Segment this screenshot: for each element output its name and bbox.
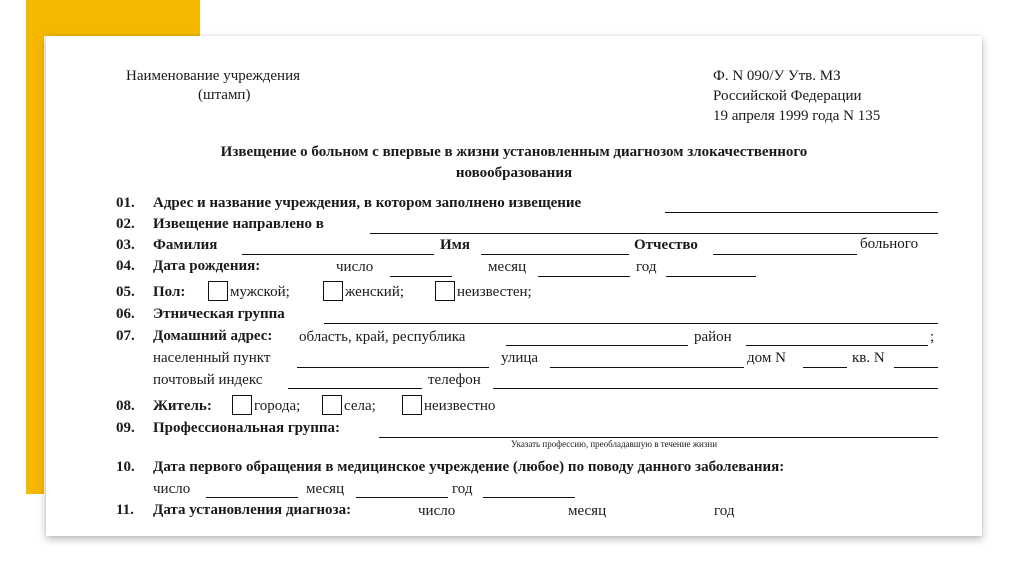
resident-unknown-checkbox[interactable] bbox=[402, 395, 422, 415]
form-date: 19 апреля 1999 года N 135 bbox=[713, 108, 881, 124]
sex-female-label: женский; bbox=[345, 284, 405, 300]
accent-bar-foot bbox=[26, 480, 44, 494]
first-visit-month-field[interactable] bbox=[356, 497, 448, 498]
name-field[interactable] bbox=[481, 254, 629, 255]
institution-name-label: Наименование учреждения bbox=[126, 68, 301, 84]
birth-day-label: число bbox=[336, 259, 374, 275]
patronymic-label: Отчество bbox=[634, 237, 698, 253]
first-visit-year-label: год bbox=[452, 481, 473, 497]
accent-bar-side bbox=[26, 0, 44, 480]
apartment-field[interactable] bbox=[894, 367, 938, 368]
settlement-field[interactable] bbox=[297, 367, 489, 368]
document-title-line2: новообразования bbox=[455, 165, 573, 181]
diagnosis-date-label: Дата установления диагноза: bbox=[153, 502, 352, 518]
home-address-label: Домашний адрес: bbox=[153, 328, 273, 344]
first-visit-day-label: число bbox=[153, 481, 191, 497]
street-field[interactable] bbox=[550, 367, 744, 368]
row-number-05: 05. bbox=[116, 284, 135, 300]
diagnosis-month-label: месяц bbox=[568, 503, 607, 519]
sex-male-label: мужской; bbox=[230, 284, 290, 300]
patient-label: больного bbox=[860, 236, 919, 252]
resident-village-checkbox[interactable] bbox=[322, 395, 342, 415]
birth-date-label: Дата рождения: bbox=[153, 258, 261, 274]
house-label: дом N bbox=[747, 350, 786, 366]
sex-unknown-checkbox[interactable] bbox=[435, 281, 455, 301]
diagnosis-year-label: год bbox=[714, 503, 735, 519]
birth-year-field[interactable] bbox=[666, 276, 756, 277]
sent-to-label: Извещение направлено в bbox=[153, 216, 324, 232]
resident-village-label: села; bbox=[344, 398, 376, 414]
surname-label: Фамилия bbox=[153, 237, 218, 253]
apartment-label: кв. N bbox=[852, 350, 885, 366]
birth-month-field[interactable] bbox=[538, 276, 630, 277]
house-field[interactable] bbox=[803, 367, 847, 368]
accent-bar-top bbox=[26, 0, 200, 36]
professional-group-field[interactable] bbox=[379, 437, 938, 438]
profession-hint: Указать профессию, преобладавшую в течение жизни bbox=[511, 439, 718, 449]
resident-city-checkbox[interactable] bbox=[232, 395, 252, 415]
birth-year-label: год bbox=[636, 259, 657, 275]
form-authority: Российской Федерации bbox=[713, 88, 862, 104]
row-number-01: 01. bbox=[116, 195, 135, 211]
sex-male-checkbox[interactable] bbox=[208, 281, 228, 301]
diagnosis-day-label: число bbox=[418, 503, 456, 519]
form-sheet bbox=[46, 36, 982, 536]
first-visit-date-label: Дата первого обращения в медицинское учреждение (любое) по поводу данного заболевания: bbox=[153, 459, 785, 475]
district-semicolon: ; bbox=[930, 329, 935, 345]
sent-to-field[interactable] bbox=[370, 233, 938, 234]
row-number-11: 11. bbox=[116, 502, 134, 518]
birth-day-field[interactable] bbox=[390, 276, 452, 277]
row-number-04: 04. bbox=[116, 258, 135, 274]
row-number-10: 10. bbox=[116, 459, 135, 475]
first-visit-year-field[interactable] bbox=[483, 497, 575, 498]
ethnic-group-label: Этническая группа bbox=[153, 306, 285, 322]
patronymic-field[interactable] bbox=[713, 254, 857, 255]
ethnic-group-field[interactable] bbox=[324, 323, 938, 324]
region-field[interactable] bbox=[506, 345, 688, 346]
postcode-field[interactable] bbox=[288, 388, 422, 389]
settlement-label: населенный пункт bbox=[153, 350, 271, 366]
row-number-07: 07. bbox=[116, 328, 135, 344]
street-label: улица bbox=[501, 350, 539, 366]
sex-label: Пол: bbox=[153, 284, 186, 300]
institution-address-label: Адрес и название учреждения, в котором заполнено извещение bbox=[153, 195, 582, 211]
postcode-label: почтовый индекс bbox=[153, 372, 263, 388]
professional-group-label: Профессиональная группа: bbox=[153, 420, 341, 436]
resident-city-label: города; bbox=[254, 398, 301, 414]
institution-address-field[interactable] bbox=[665, 212, 938, 213]
resident-unknown-label: неизвестно bbox=[424, 398, 496, 414]
phone-label: телефон bbox=[428, 372, 481, 388]
first-visit-day-field[interactable] bbox=[206, 497, 298, 498]
first-visit-month-label: месяц bbox=[306, 481, 345, 497]
sex-female-checkbox[interactable] bbox=[323, 281, 343, 301]
row-number-03: 03. bbox=[116, 237, 135, 253]
resident-label: Житель: bbox=[153, 398, 212, 414]
region-label: область, край, республика bbox=[299, 329, 466, 345]
district-label: район bbox=[694, 329, 732, 345]
document-title: Извещение о больном с впервые в жизни установленным диагнозом злокачественного bbox=[220, 144, 808, 160]
birth-month-label: месяц bbox=[488, 259, 527, 275]
form-number: Ф. N 090/У Утв. МЗ bbox=[713, 68, 841, 84]
phone-field[interactable] bbox=[493, 388, 938, 389]
surname-field[interactable] bbox=[242, 254, 434, 255]
stamp-label: (штамп) bbox=[198, 87, 251, 103]
district-field[interactable] bbox=[746, 345, 928, 346]
row-number-08: 08. bbox=[116, 398, 135, 414]
row-number-09: 09. bbox=[116, 420, 135, 436]
row-number-06: 06. bbox=[116, 306, 135, 322]
name-label: Имя bbox=[440, 237, 470, 253]
row-number-02: 02. bbox=[116, 216, 135, 232]
sex-unknown-label: неизвестен; bbox=[457, 284, 532, 300]
